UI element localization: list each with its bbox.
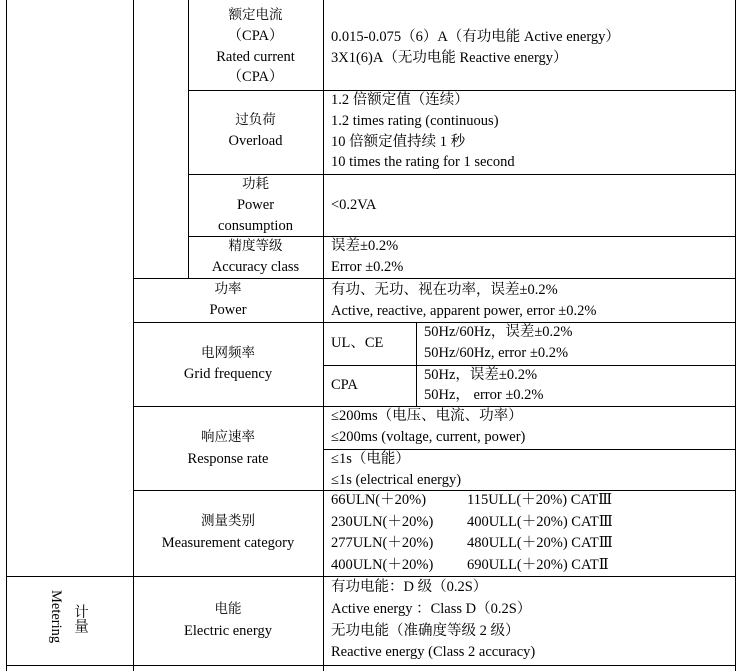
electric-energy-value: Active energy ：Class D（0.2S）	[331, 601, 532, 617]
power-consumption-label-zh: 功耗	[242, 176, 269, 192]
grid-frequency-value: 50Hz/60Hz, error ±0.2%	[424, 345, 569, 361]
overload-label-en: Overload	[228, 133, 283, 149]
electric-energy-label-en: Electric energy	[184, 623, 272, 639]
grid-frequency-label-en: Grid frequency	[183, 366, 273, 382]
overload-label-zh: 过负荷	[235, 112, 276, 128]
section-label-zh: 计量	[72, 604, 88, 633]
overload-value: 10 倍额定值持续 1 秒	[331, 134, 466, 150]
electric-energy-value: 无功电能（准确度等级 2 级）	[331, 623, 520, 639]
accuracy-class-value: Error ±0.2%	[331, 259, 404, 275]
measurement-category-item: 480ULL(＋20%) CATⅢ	[467, 535, 613, 551]
accuracy-class-value: 误差±0.2%	[331, 238, 399, 254]
measurement-category-item: 115ULL(＋20%) CATⅢ	[467, 492, 613, 508]
overload-value: 10 times the rating for 1 second	[331, 154, 515, 170]
electric-energy-value: Reactive energy (Class 2 accuracy)	[331, 644, 536, 660]
grid-frequency-cert: UL、CE	[331, 335, 384, 351]
response-rate-label-zh: 响应速率	[201, 429, 255, 445]
power-label-zh: 功率	[214, 281, 242, 297]
grid-frequency-label-zh: 电网频率	[201, 345, 255, 361]
response-rate-value: ≤200ms (voltage, current, power)	[331, 429, 526, 445]
power-consumption-label-en: Power	[236, 197, 275, 213]
measurement-category-item: 400ULL(＋20%) CATⅢ	[467, 513, 613, 530]
overload-value: 1.2 倍额定值（连续）	[331, 92, 469, 108]
overload-value: 1.2 times rating (continuous)	[331, 113, 499, 129]
response-rate-value: ≤200ms（电压、电流、功率）	[331, 408, 523, 424]
power-value: Active, reactive, apparent power, error ±0.2%	[331, 303, 597, 319]
table-border	[323, 0, 324, 671]
power-value: 有功、无功、视在功率，误差±0.2%	[331, 282, 558, 298]
measurement-category-label-en: Measurement category	[161, 535, 295, 551]
table-border	[735, 0, 736, 671]
response-rate-value: ≤1s (electrical energy)	[331, 472, 462, 488]
section-label-en: Metering	[48, 590, 64, 644]
measurement-category-values	[331, 490, 637, 576]
accuracy-class-label-zh: 精度等级	[228, 238, 283, 254]
electric-energy-label-zh: 电能	[214, 601, 242, 617]
power-consumption-label-en: consumption	[218, 218, 293, 234]
table-border	[6, 0, 7, 671]
grid-frequency-value: 50Hz/60Hz，误差±0.2%	[424, 324, 573, 340]
accuracy-class-label-en: Accuracy class	[211, 259, 300, 275]
measurement-category-item: 690ULL(＋20%) CATⅡ	[467, 556, 609, 573]
measurement-category-label-zh: 测量类别	[201, 513, 255, 529]
measurement-category-item: 277ULN(＋20%)	[331, 535, 434, 551]
power-consumption-value: <0.2VA	[331, 197, 377, 213]
rated-current-label-cpa: （CPA）	[227, 28, 284, 44]
table-border	[6, 665, 736, 666]
electric-energy-value: 有功电能：D 级（0.2S）	[331, 579, 488, 595]
power-label-en: Power	[209, 302, 247, 318]
rated-current-label-cpa: （CPA）	[227, 69, 284, 85]
measurement-category-item: 66ULN(＋20%)	[331, 492, 427, 508]
rated-current-value: 3X1(6)A（无功电能 Reactive energy）	[331, 50, 568, 66]
grid-frequency-value: 50Hz， error ±0.2%	[424, 387, 544, 403]
response-rate-value: ≤1s（电能）	[331, 451, 410, 467]
grid-frequency-value: 50Hz，误差±0.2%	[424, 367, 538, 383]
rated-current-value: 0.015-0.075（6）A（有功电能 Active energy）	[331, 29, 620, 45]
measurement-category-item: 230ULN(＋20%)	[331, 513, 434, 530]
table-border	[133, 0, 134, 671]
grid-frequency-cert: CPA	[331, 377, 358, 393]
rated-current-label-en: Rated current	[216, 49, 295, 65]
rated-current-label-zh: 额定电流	[228, 7, 283, 23]
measurement-category-item: 400ULN(＋20%)	[331, 556, 434, 573]
response-rate-label-en: Response rate	[187, 451, 269, 467]
